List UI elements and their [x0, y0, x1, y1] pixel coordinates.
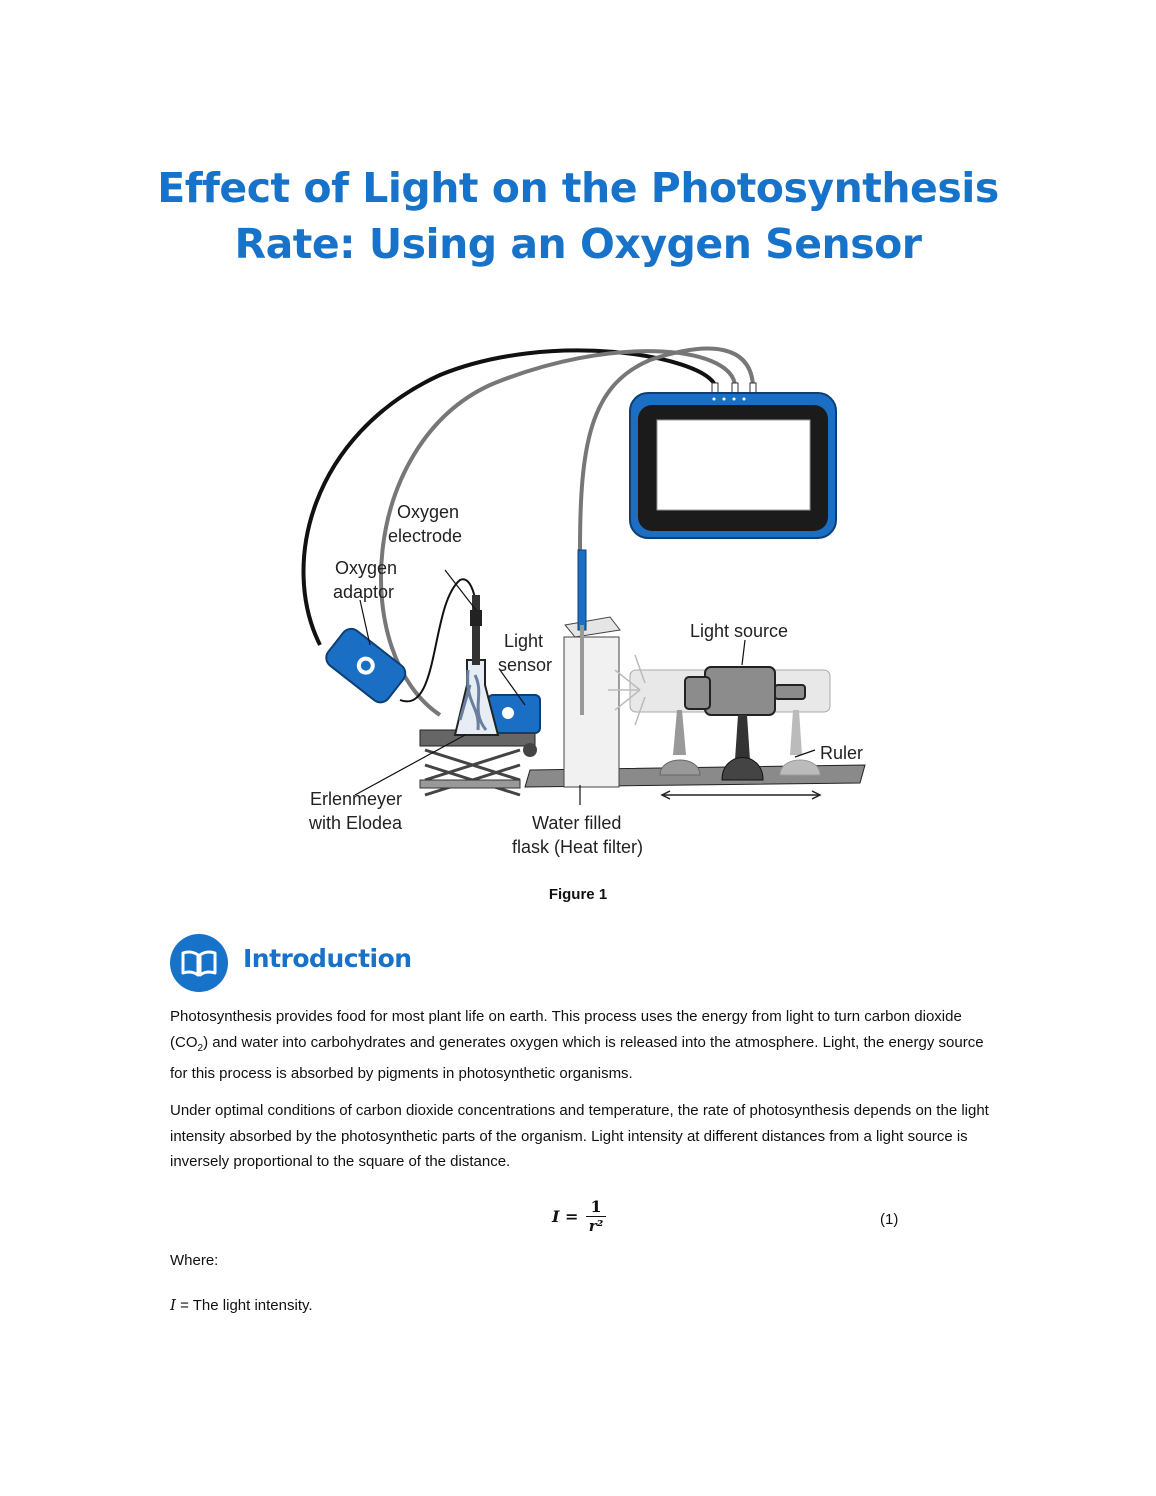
title-line-2: Rate: Using an Oxygen Sensor	[234, 220, 922, 268]
data-logger-device	[630, 383, 836, 538]
light-source-rig	[608, 655, 830, 780]
lab-jack	[420, 730, 537, 795]
experiment-figure	[290, 325, 890, 865]
label-light-sensor-2: sensor	[498, 655, 553, 675]
label-oxygen-adaptor-1: Oxygen	[335, 558, 398, 578]
page-title	[0, 160, 1156, 272]
co2-subscript: 2	[197, 1042, 204, 1054]
book-icon	[170, 934, 228, 992]
label-erlenmeyer-2: with Elodea	[309, 813, 403, 833]
equation	[552, 1198, 606, 1235]
intro-paragraph-1-part-a: Photosynthesis provides food for most plant life on earth. This process uses the energy from light to turn carbon dioxide (CO	[170, 1008, 962, 1051]
definition-intensity	[170, 1296, 313, 1314]
label-ruler: Ruler	[820, 743, 864, 763]
distance-arrow	[662, 791, 820, 799]
intro-paragraph-1-part-b: ) and water into carbohydrates and generates oxygen which is released into the atmosphere. Light, the energy source for this process is absorbed by pigments in photosynthetic organisms.	[170, 1033, 984, 1082]
equation-denominator: r²	[588, 1217, 604, 1235]
equation-number: (1)	[880, 1211, 899, 1228]
label-oxygen-electrode-1: Oxygen	[397, 502, 460, 522]
label-light-sensor-1: Light	[504, 631, 544, 651]
intro-paragraph-2: Under optimal conditions of carbon dioxide concentrations and temperature, the rate of photosynthesis depends on the light intensity absorbed by the photosynthetic parts of the organism. Light intensity at different distances from a light source is inversely proportional to the square of the distance.	[170, 1102, 989, 1170]
equation-numerator: 1	[586, 1198, 605, 1217]
label-water-flask-1: Water filled	[532, 813, 622, 833]
label-water-flask-2: flask (Heat filter)	[512, 837, 644, 857]
section-heading-introduction: Introduction	[243, 944, 412, 973]
label-erlenmeyer-1: Erlenmeyer	[310, 789, 403, 809]
electrode-cable	[400, 579, 476, 701]
figure-caption: Figure 1	[548, 886, 608, 903]
title-line-1: Effect of Light on the Photosynthesis	[157, 164, 999, 212]
label-oxygen-adaptor-2: adaptor	[333, 582, 395, 602]
water-filled-flask	[564, 550, 620, 787]
erlenmeyer-flask	[455, 595, 498, 735]
definition-symbol: I	[170, 1296, 176, 1314]
equation-lhs: I =	[552, 1207, 579, 1226]
label-light-source: Light source	[690, 621, 789, 641]
intro-paragraph-1	[170, 1004, 990, 1087]
label-oxygen-electrode-2: electrode	[388, 526, 463, 546]
equation-fraction	[586, 1198, 605, 1235]
where-label: Where:	[170, 1252, 219, 1269]
definition-text: = The light intensity.	[175, 1297, 313, 1314]
oxygen-adaptor	[322, 625, 409, 706]
